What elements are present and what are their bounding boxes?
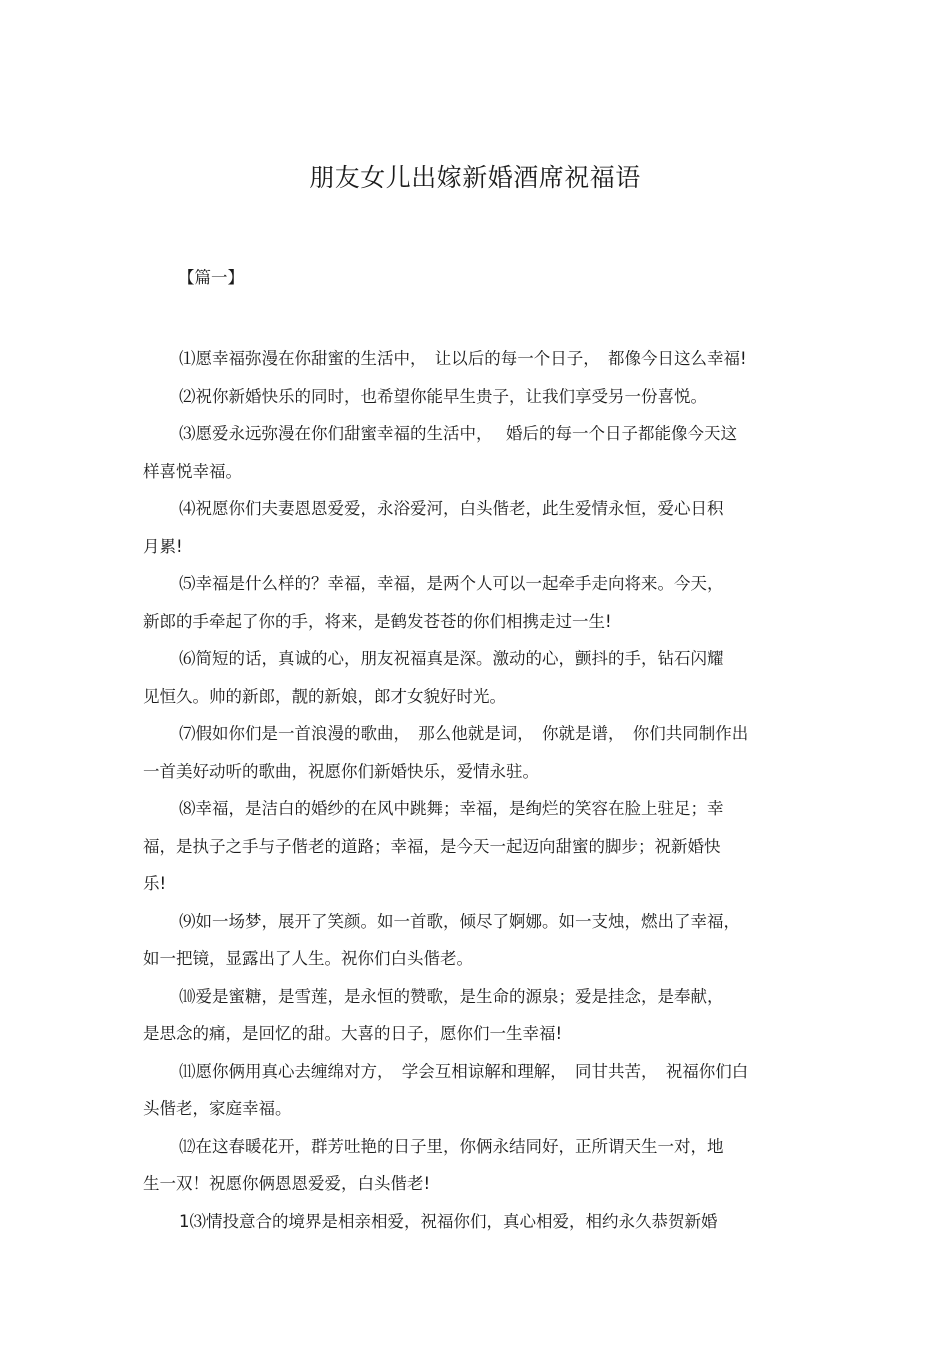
paragraph-line: 新郎的手牵起了你的手，将来，是鹤发苍苍的你们相携走过一生! <box>143 611 612 631</box>
paragraph <box>143 378 808 416</box>
paragraph-line: 头偕老，家庭幸福。 <box>143 1099 292 1118</box>
document-title: 朋友女儿出嫁新婚酒席祝福语 <box>309 163 641 192</box>
paragraph-line: ⑴愿幸福弥漫在你甜蜜的生活中， 让以后的每一个日子， 都像今日这么幸福! <box>179 349 747 368</box>
paragraph-line: 乐! <box>143 874 167 893</box>
paragraph-line: 是思念的痛，是回忆的甜。大喜的日子，愿你们一生幸福! <box>143 1024 563 1043</box>
section-heading: 【篇一】 <box>178 268 244 287</box>
paragraph <box>143 1128 808 1203</box>
paragraph-line: 见恒久。帅的新郎，靓的新娘，郎才女貌好时光。 <box>143 686 506 706</box>
paragraph <box>143 340 808 378</box>
paragraph-line: ⑼如一场梦，展开了笑颜。如一首歌，倾尽了婀娜。如一支烛，燃出了幸福， <box>179 911 740 931</box>
paragraph-line: ⑻幸福，是洁白的婚纱的在风中跳舞；幸福，是绚烂的笑容在脸上驻足；幸 <box>179 799 724 818</box>
paragraph <box>143 978 808 1053</box>
paragraph-line: 一首美好动听的歌曲，祝愿你们新婚快乐，爱情永驻。 <box>143 761 539 781</box>
paragraph-line: ⑹简短的话，真诚的心，朋友祝福真是深。激动的心，颤抖的手，钻石闪耀 <box>179 649 724 668</box>
paragraph-line: 月累! <box>143 536 183 556</box>
paragraph-line: ⑽爱是蜜糖，是雪莲，是永恒的赞歌，是生命的源泉；爱是挂念，是奉献， <box>179 986 724 1006</box>
paragraph-line: ⑸幸福是什么样的？幸福，幸福，是两个人可以一起牵手走向将来。今天， <box>179 574 724 593</box>
paragraph-line: ⑾愿你俩用真心去缠绵对方， 学会互相谅解和理解， 同甘共苦， 祝福你们白 <box>179 1061 749 1081</box>
paragraph-line: ⑺假如你们是一首浪漫的歌曲， 那么他就是词， 你就是谱， 你们共同制作出 <box>179 724 749 743</box>
paragraph <box>143 790 808 903</box>
paragraph <box>143 640 808 715</box>
paragraph <box>143 903 808 978</box>
paragraph-line: 如一把镜，显露出了人生。祝你们白头偕老。 <box>143 949 473 968</box>
paragraph-line: 生一双！祝愿你俩恩恩爱爱，白头偕老! <box>143 1174 431 1193</box>
document-body <box>143 340 808 1240</box>
paragraph-line: ⑿在这春暖花开，群芳吐艳的日子里，你俩永结同好，正所谓天生一对，地 <box>179 1136 724 1156</box>
paragraph <box>143 415 808 490</box>
paragraph-line: 样喜悦幸福。 <box>143 461 242 481</box>
paragraph-line: 福，是执子之手与子偕老的道路；幸福，是今天一起迈向甜蜜的脚步；祝新婚快 <box>143 836 721 856</box>
paragraph-line: ⑶愿爱永远弥漫在你们甜蜜幸福的生活中， 婚后的每一个日子都能像今天这 <box>179 424 737 443</box>
paragraph <box>143 565 808 640</box>
paragraph-line: 1⑶情投意合的境界是相亲相爱，祝福你们，真心相爱，相约永久恭贺新婚 <box>179 1211 718 1231</box>
paragraph <box>143 490 808 565</box>
paragraph-line: ⑷祝愿你们夫妻恩恩爱爱，永浴爱河，白头偕老，此生爱情永恒，爱心日积 <box>179 499 724 518</box>
paragraph <box>143 715 808 790</box>
paragraph <box>143 1203 808 1241</box>
paragraph <box>143 1053 808 1128</box>
paragraph-line: ⑵祝你新婚快乐的同时，也希望你能早生贵子，让我们享受另一份喜悦。 <box>179 386 707 406</box>
